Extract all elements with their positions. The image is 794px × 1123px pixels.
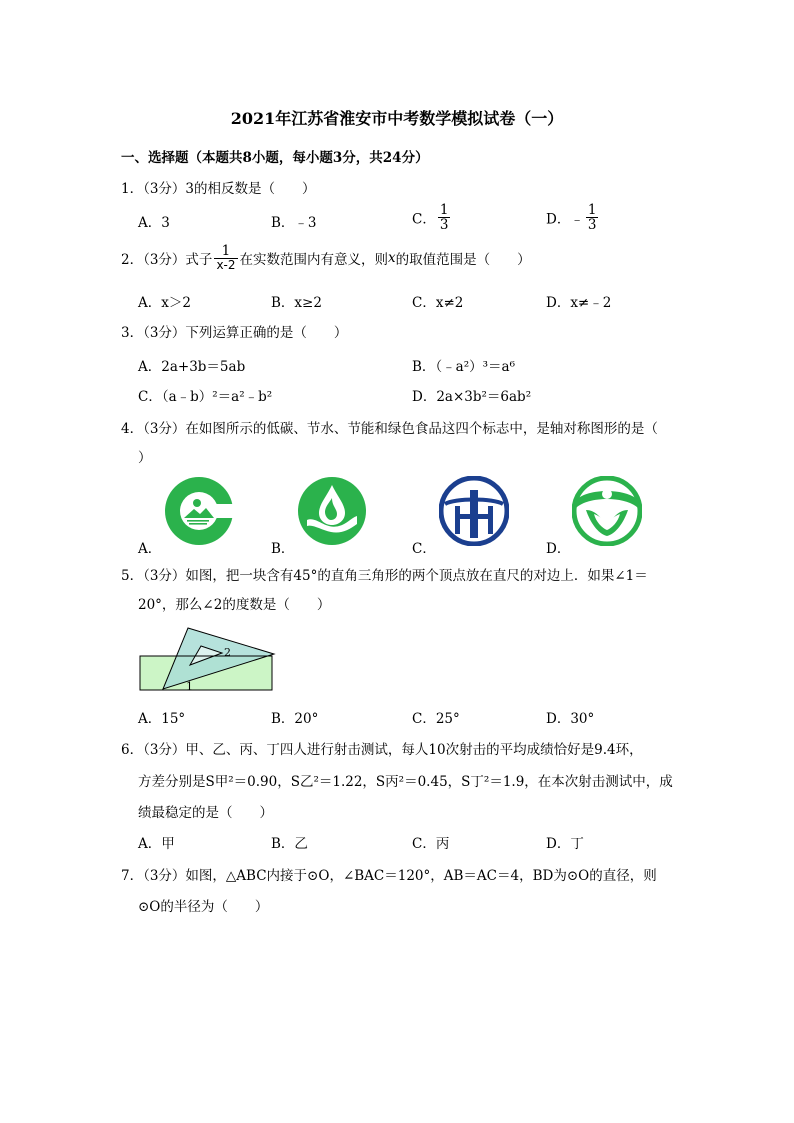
q4-option-a: A． (138, 541, 162, 557)
energy-saving-logo-icon (439, 476, 509, 546)
ruler-triangle-figure (138, 624, 278, 694)
question-5-line-1: 5．（3分）如图，把一块含有45°的直角三角形的两个顶点放在直尺的对边上．如果∠1＝ (121, 568, 648, 584)
question-7-line-1: 7．（3分）如图，△ABC内接于⊙O，∠BAC＝120°，AB＝AC＝4，BD为⊙O的直径，则 (121, 868, 657, 884)
question-4-line-2: ） (138, 450, 152, 466)
q6-option-a: A．甲 (138, 836, 175, 852)
angle-2-label: 2 (224, 646, 231, 659)
question-1-stem: 1．（3分）3的相反数是（ ） (121, 181, 316, 197)
question-2-stem: 2．（3分）式子 $\frac{1}{x-2}$ 在实数范围内有意义，则x的取值范围是（ ） (121, 243, 531, 273)
q5-option-a: A．15° (138, 711, 186, 727)
q6-option-c: C．丙 (412, 836, 450, 852)
q1-option-d: D．﹣ $\frac{1}{3}$ (546, 202, 597, 234)
water-saving-logo-icon (297, 476, 367, 546)
q6-option-d: D．丁 (546, 836, 584, 852)
q1-option-a: A．3 (138, 215, 170, 231)
q2-option-d: D．x≠﹣2 (546, 295, 612, 311)
question-5-line-2: 20°，那么∠2的度数是（ ） (138, 597, 331, 613)
q5-option-c: C．25° (412, 711, 460, 727)
q2-option-c: C．x≠2 (412, 295, 464, 311)
q5-option-d: D．30° (546, 711, 595, 727)
q5-option-b: B．20° (271, 711, 319, 727)
green-food-logo-icon (572, 476, 642, 546)
q2-option-a: A．x＞2 (138, 295, 191, 311)
q3-option-b: B．（﹣a²）³＝a⁶ (412, 359, 516, 375)
section-heading: 一、选择题（本题共8小题，每小题3分，共24分） (121, 150, 429, 166)
low-carbon-logo-icon (164, 476, 234, 546)
q1-option-c: C． $\frac{1}{3}$ (412, 202, 449, 234)
angle-1-label: 1 (186, 680, 193, 693)
q4-option-b: B． (271, 541, 295, 557)
q4-option-c: C． (412, 541, 436, 557)
q3-option-d: D．2a×3b²＝6ab² (412, 389, 532, 405)
question-4-line-1: 4．（3分）在如图所示的低碳、节水、节能和绿色食品这四个标志中，是轴对称图形的是（ (121, 421, 658, 437)
question-6-line-2: 方差分别是S甲²＝0.90，S乙²＝1.22，S丙²＝0.45，S丁²＝1.9，在本次射击测试中，成 (138, 774, 673, 790)
q1-option-b: B．﹣3 (271, 215, 317, 231)
q4-option-d: D． (546, 541, 571, 557)
q3-option-a: A．2a+3b＝5ab (138, 359, 246, 375)
q2-option-b: B．x≥2 (271, 295, 322, 311)
question-7-line-2: ⊙O的半径为（ ） (138, 899, 269, 915)
question-3-stem: 3．（3分）下列运算正确的是（ ） (121, 325, 348, 341)
question-6-line-1: 6．（3分）甲、乙、丙、丁四人进行射击测试，每人10次射击的平均成绩恰好是9.4环， (121, 742, 643, 758)
page-title: 2021年江苏省淮安市中考数学模拟试卷（一） (230, 109, 564, 128)
q3-option-c: C．（a﹣b）²＝a²﹣b² (138, 389, 273, 405)
question-6-line-3: 绩最稳定的是（ ） (138, 805, 273, 821)
q6-option-b: B．乙 (271, 836, 308, 852)
